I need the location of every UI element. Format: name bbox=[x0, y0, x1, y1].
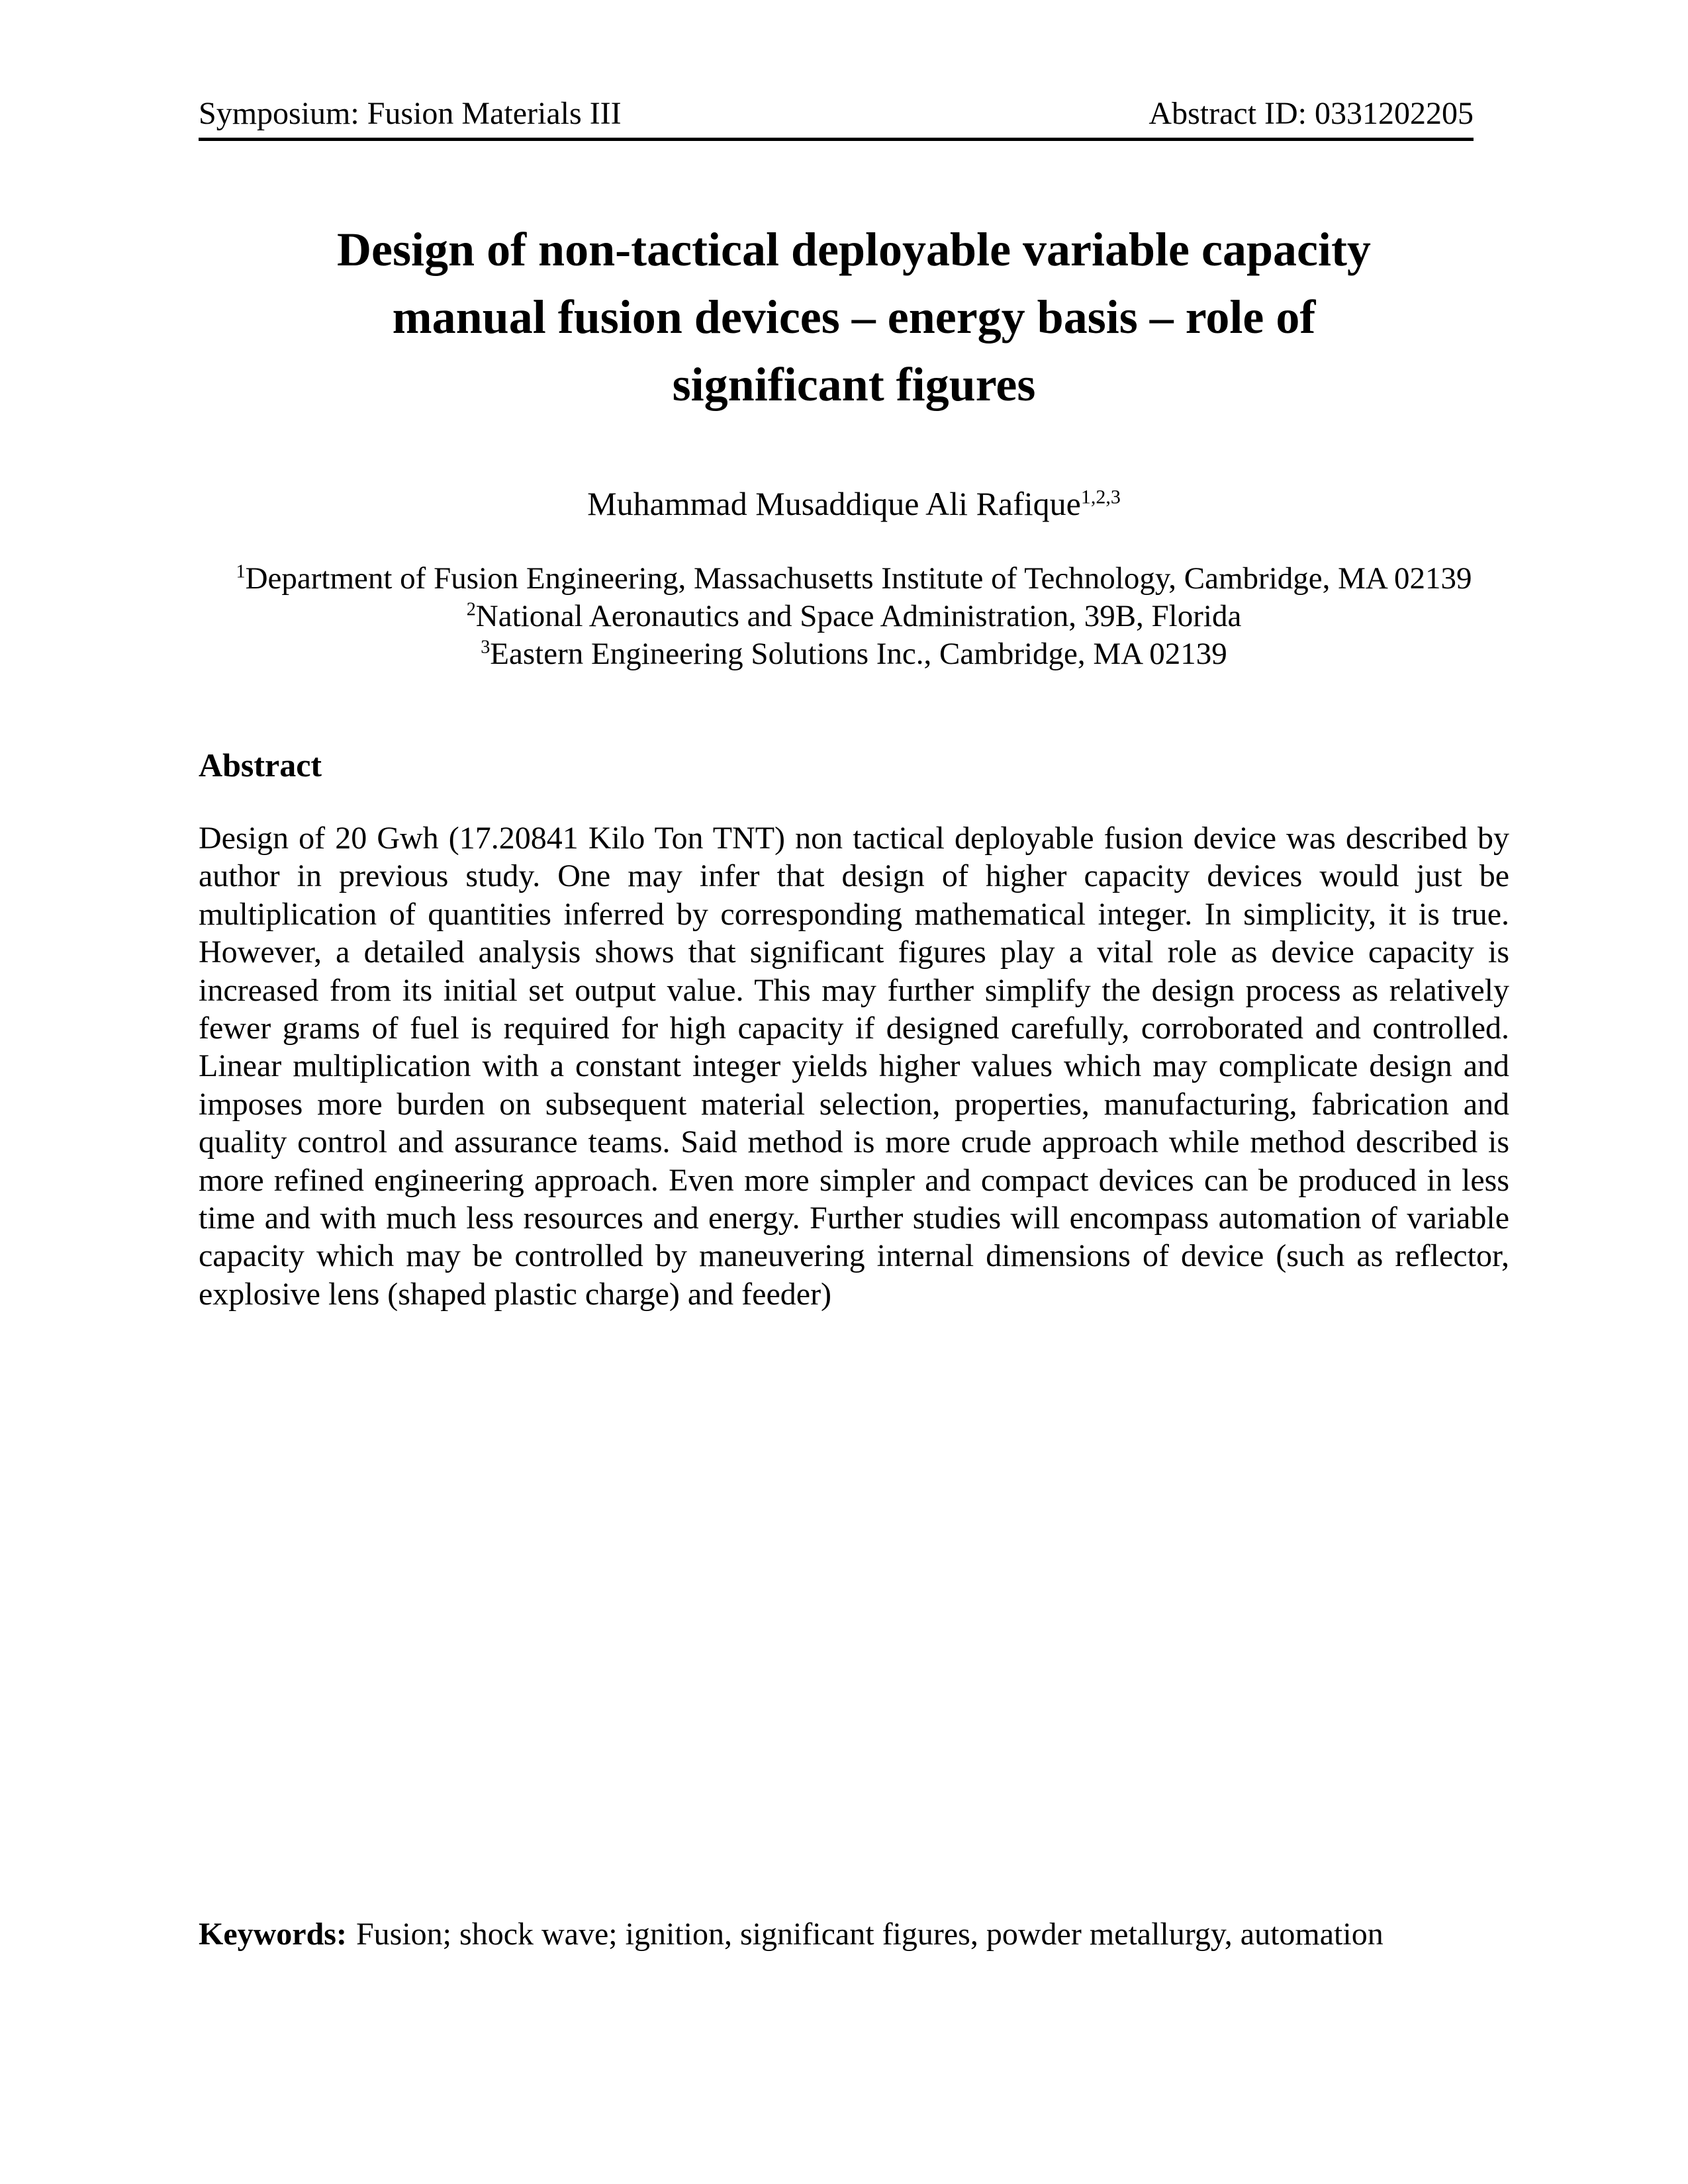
author-affiliation-marks: 1,2,3 bbox=[1080, 486, 1121, 508]
page-header bbox=[199, 95, 1474, 141]
paper-title-line-1: Design of non-tactical deployable variable capacity bbox=[337, 223, 1371, 276]
abstract-heading: Abstract bbox=[199, 747, 322, 784]
keywords-label: Keywords: bbox=[199, 1917, 347, 1952]
affiliation-3 bbox=[199, 635, 1509, 673]
affiliation-1 bbox=[199, 560, 1509, 598]
affiliation-3-text: Eastern Engineering Solutions Inc., Cambridge, MA 02139 bbox=[490, 637, 1227, 671]
abstract-body-paragraph: Design of 20 Gwh (17.20841 Kilo Ton TNT) non tactical deployable fusion device was described by author in previous study. One may infer that design of higher capacity devices would just be multiplication of quantities inferred by corresponding mathematical integer. In simplicity, it is true. However, a detailed analysis shows that significant figures play a vital role as device capacity is increased from its initial set output value. This may further simplify the design process as relatively fewer grams of fuel is required for high capacity if designed carefully, corroborated and controlled. Linear multiplication with a constant integer yields higher values which may complicate design and imposes more burden on subsequent material selection, properties, manufacturing, fabrication and quality control and assurance teams. Said method is more crude approach while method described is more refined engineering approach. Even more simpler and compact devices can be produced in less time and with much less resources and energy. Further studies will encompass automation of variable capacity which may be controlled by maneuvering internal dimensions of device (such as reflector, explosive lens (shaped plastic charge) and feeder) bbox=[199, 821, 1509, 1312]
affiliation-2-marker: 2 bbox=[466, 599, 476, 620]
header-symposium-label: Symposium: Fusion Materials III bbox=[199, 96, 622, 131]
affiliation-2 bbox=[199, 598, 1509, 635]
affiliations bbox=[199, 560, 1509, 673]
affiliation-3-marker: 3 bbox=[481, 637, 491, 658]
affiliation-2-text: National Aeronautics and Space Administration, 39B, Florida bbox=[475, 599, 1242, 633]
keywords-text: Fusion; shock wave; ignition, significant figures, powder metallurgy, automation bbox=[355, 1917, 1383, 1952]
author-name: Muhammad Musaddique Ali Rafique bbox=[587, 485, 1081, 522]
affiliation-1-marker: 1 bbox=[236, 561, 246, 582]
keywords-line bbox=[199, 1915, 1509, 1953]
paper-title bbox=[199, 216, 1509, 418]
paper-title-line-3: significant figures bbox=[672, 358, 1036, 411]
affiliation-1-text: Department of Fusion Engineering, Massachusetts Institute of Technology, Cambridge, MA 02139 bbox=[245, 561, 1472, 596]
author-line bbox=[199, 485, 1509, 523]
paper-title-line-2: manual fusion devices – energy basis – role of bbox=[392, 291, 1316, 343]
header-abstract-id: Abstract ID: 0331202205 bbox=[1149, 96, 1474, 131]
